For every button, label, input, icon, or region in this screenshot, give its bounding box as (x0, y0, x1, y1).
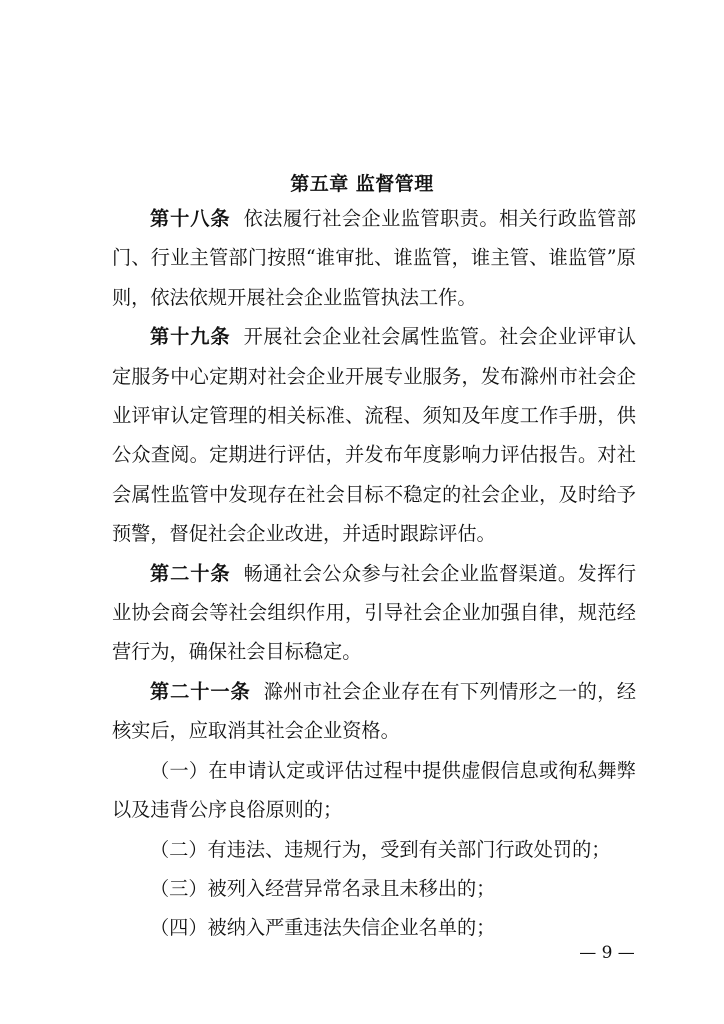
article-text: 滁州市社会企业存在有下列情形之一的，经核实后，应取消其社会企业资格。 (112, 679, 637, 743)
list-item-1: （一）在申请认定或评估过程中提供虚假信息或徇私舞弊以及违背公序良俗原则的； (112, 758, 636, 822)
article-heading: 第十九条 (150, 325, 231, 349)
chapter-title: 第五章 监督管理 (290, 173, 434, 195)
article-text: 畅通社会公众参与社会企业监督渠道。发挥行业协会商会等社会组织作用，引导社会企业加强自律，规范经营行为，确保社会目标稳定。 (112, 561, 637, 664)
article-heading: 第二十条 (150, 561, 231, 585)
article-heading: 第二十一条 (150, 679, 251, 703)
document-body (112, 199, 636, 948)
list-item-4: （四）被纳入严重违法失信企业名单的； (150, 916, 496, 940)
page-number: — 9 — (579, 943, 635, 963)
list-item-3: （三）被列入经营异常名录且未移出的； (150, 876, 496, 900)
list-item-2: （二）有违法、违规行为，受到有关部门行政处罚的； (150, 837, 611, 861)
article-21 (112, 672, 636, 751)
article-text: 开展社会企业社会属性监管。社会企业评审认定服务中心定期对社会企业开展专业服务，发布滁州市社会企业评审认定管理的相关标准、流程、须知及年度工作手册，供公众查阅。定期进行评估，并发布年度影响力评估报告。对社会属性监管中发现存在社会目标不稳定的社会企业，及时给予预警，督促社会企业改进，并适时跟踪评估。 (112, 325, 637, 546)
article-text: 依法履行社会企业监管职责。相关行政监管部门、行业主管部门按照“谁审批、谁监管，谁主管、谁监管”原则，依法依规开展社会企业监管执法工作。 (112, 207, 637, 309)
article-heading: 第十八条 (150, 207, 231, 230)
article-19 (112, 317, 636, 553)
article-20 (112, 554, 636, 672)
article-18 (112, 199, 636, 317)
